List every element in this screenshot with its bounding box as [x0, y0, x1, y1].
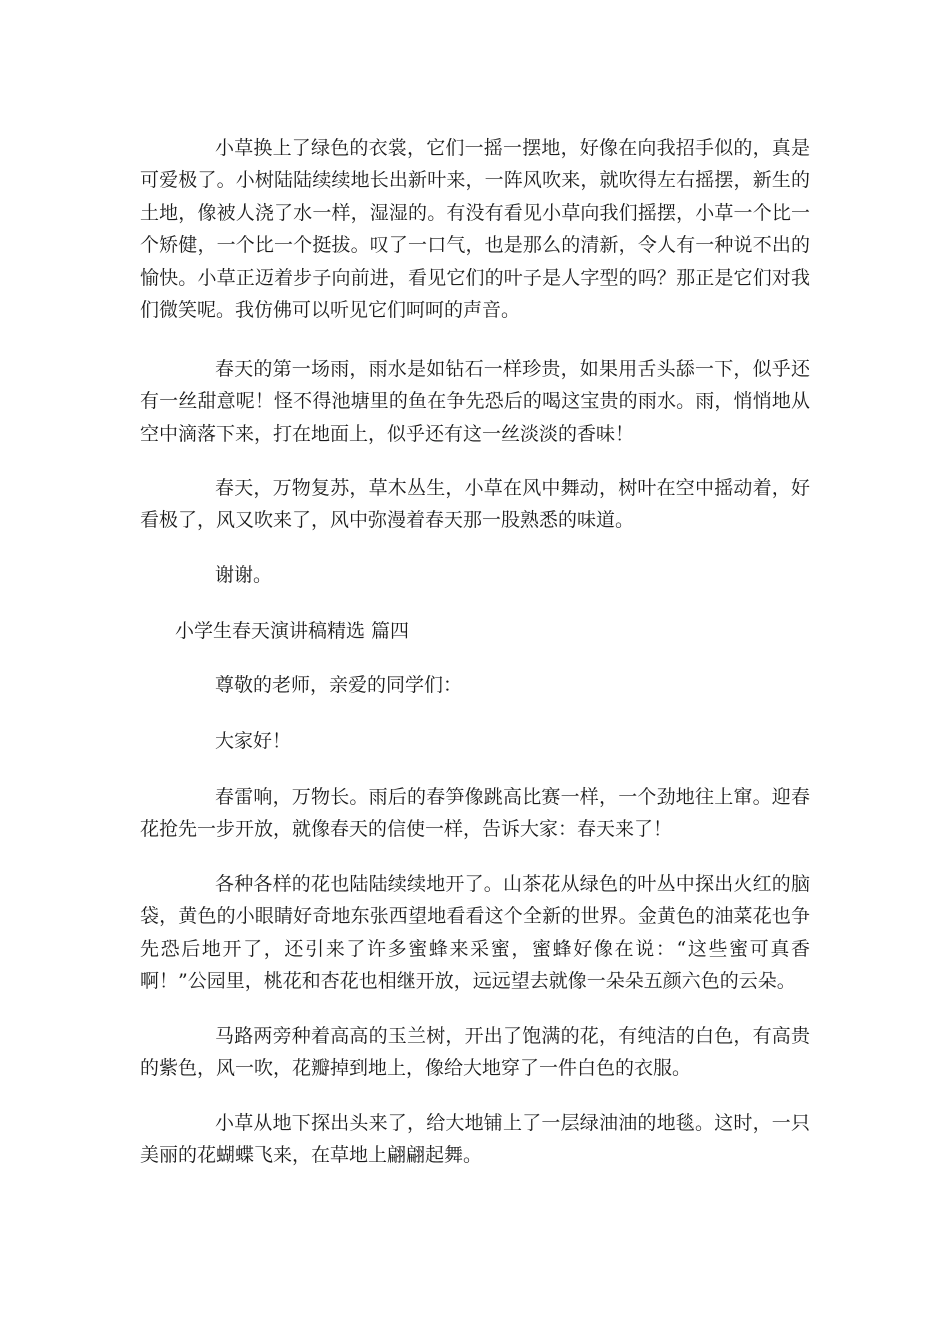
paragraph-greeting-audience: 尊敬的老师，亲爱的同学们： — [215, 674, 463, 696]
paragraph-spring-thunder: 春雷响，万物长。雨后的春笋像跳高比赛一样，一个劲地往上窜。迎春花抢先一步开放，就像春天的信使一样，告诉大家：春天来了！ — [140, 786, 810, 841]
paragraph-magnolia: 马路两旁种着高高的玉兰树，开出了饱满的花，有纯洁的白色，有高贵的紫色，风一吹，花瓣掉到地上，像给大地穿了一件白色的衣服。 — [140, 1025, 810, 1080]
paragraph-flowers: 各种各样的花也陆陆续续地开了。山茶花从绿色的叶丛中探出火红的脑袋，黄色的小眼睛好奇地东张西望地看看这个全新的世界。金黄色的油菜花也争先恐后地开了，还引来了许多蜜蜂来采蜜，蜜蜂好像在说：“这些蜜可真香啊！”公园里，桃花和杏花也相继开放，远远望去就像一朵朵五颜六色的云朵。 — [140, 873, 810, 993]
paragraph-butterfly: 小草从地下探出头来了，给大地铺上了一层绿油油的地毯。这时，一只美丽的花蝴蝶飞来，在草地上翩翩起舞。 — [140, 1112, 810, 1167]
paragraph-spring-revival: 春天，万物复苏，草木丛生，小草在风中舞动，树叶在空中摇动着，好看极了，风又吹来了，风中弥漫着春天那一股熟悉的味道。 — [140, 477, 810, 532]
section-title: 小学生春天演讲稿精选 篇四 — [175, 620, 410, 642]
paragraph-first-rain: 春天的第一场雨，雨水是如钻石一样珍贵，如果用舌头舔一下，似乎还有一丝甜意呢！怪不得池塘里的鱼在争先恐后的喝这宝贵的雨水。雨，悄悄地从空中滴落下来，打在地面上，似乎还有这一丝淡淡的香味！ — [140, 358, 810, 445]
paragraph-grass: 小草换上了绿色的衣裳，它们一摇一摆地，好像在向我招手似的，真是可爱极了。小树陆陆续续地长出新叶来，一阵风吹来，就吹得左右摇摆，新生的土地，像被人浇了水一样，湿湿的。有没有看见小草向我们摇摆，小草一个比一个矫健，一个比一个挺拔。叹了一口气，也是那么的清新，令人有一种说不出的愉快。小草正迈着步子向前进，看见它们的叶子是人字型的吗？那正是它们对我们微笑呢。我仿佛可以听见它们呵呵的声音。 — [140, 137, 810, 322]
paragraph-thanks: 谢谢。 — [215, 564, 273, 586]
paragraph-hello: 大家好！ — [215, 730, 292, 752]
